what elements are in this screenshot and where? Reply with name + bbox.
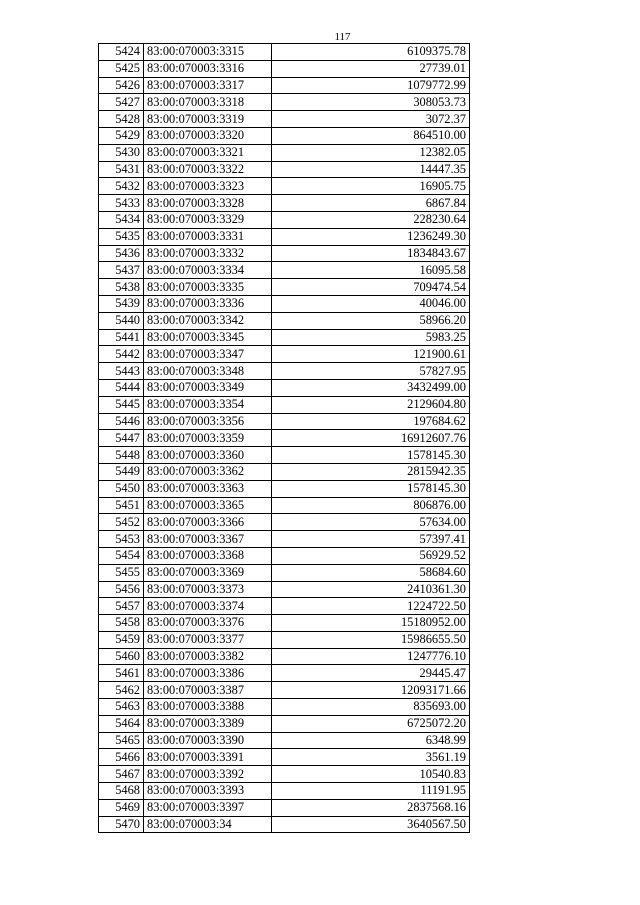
cadastral-value-cell: 12093171.66 bbox=[272, 682, 470, 699]
table-row bbox=[99, 598, 470, 615]
row-number-cell: 5438 bbox=[99, 279, 144, 296]
table-row bbox=[99, 262, 470, 279]
table-row bbox=[99, 245, 470, 262]
cadastral-value-cell: 806876.00 bbox=[272, 497, 470, 514]
table-row bbox=[99, 346, 470, 363]
cadastral-number-cell: 83:00:070003:3393 bbox=[144, 783, 272, 800]
row-number-cell: 5453 bbox=[99, 531, 144, 548]
row-number-cell: 5427 bbox=[99, 94, 144, 111]
cadastral-number-cell: 83:00:070003:3374 bbox=[144, 598, 272, 615]
table-row bbox=[99, 783, 470, 800]
row-number-cell: 5460 bbox=[99, 648, 144, 665]
row-number-cell: 5448 bbox=[99, 447, 144, 464]
table-row bbox=[99, 329, 470, 346]
cadastral-number-cell: 83:00:070003:3332 bbox=[144, 245, 272, 262]
cadastral-number-cell: 83:00:070003:3354 bbox=[144, 396, 272, 413]
cadastral-number-cell: 83:00:070003:3316 bbox=[144, 60, 272, 77]
cadastral-number-cell: 83:00:070003:3390 bbox=[144, 732, 272, 749]
cadastral-value-cell: 5983.25 bbox=[272, 329, 470, 346]
cadastral-number-cell: 83:00:070003:3329 bbox=[144, 211, 272, 228]
table-row bbox=[99, 178, 470, 195]
cadastral-number-cell: 83:00:070003:3389 bbox=[144, 715, 272, 732]
row-number-cell: 5433 bbox=[99, 195, 144, 212]
cadastral-number-cell: 83:00:070003:3318 bbox=[144, 94, 272, 111]
table-row bbox=[99, 564, 470, 581]
cadastral-value-cell: 1224722.50 bbox=[272, 598, 470, 615]
cadastral-number-cell: 83:00:070003:3319 bbox=[144, 111, 272, 128]
row-number-cell: 5462 bbox=[99, 682, 144, 699]
row-number-cell: 5430 bbox=[99, 144, 144, 161]
cadastral-number-cell: 83:00:070003:3391 bbox=[144, 749, 272, 766]
row-number-cell: 5456 bbox=[99, 581, 144, 598]
cadastral-value-cell: 197684.62 bbox=[272, 413, 470, 430]
cadastral-number-cell: 83:00:070003:3367 bbox=[144, 531, 272, 548]
cadastral-value-table bbox=[98, 43, 470, 833]
cadastral-value-cell: 16095.58 bbox=[272, 262, 470, 279]
table-row bbox=[99, 77, 470, 94]
row-number-cell: 5461 bbox=[99, 665, 144, 682]
row-number-cell: 5444 bbox=[99, 379, 144, 396]
cadastral-number-cell: 83:00:070003:3368 bbox=[144, 547, 272, 564]
cadastral-number-cell: 83:00:070003:34 bbox=[144, 816, 272, 833]
cadastral-value-cell: 3072.37 bbox=[272, 111, 470, 128]
row-number-cell: 5428 bbox=[99, 111, 144, 128]
cadastral-value-cell: 1834843.67 bbox=[272, 245, 470, 262]
cadastral-number-cell: 83:00:070003:3392 bbox=[144, 766, 272, 783]
cadastral-number-cell: 83:00:070003:3363 bbox=[144, 480, 272, 497]
cadastral-number-cell: 83:00:070003:3347 bbox=[144, 346, 272, 363]
row-number-cell: 5443 bbox=[99, 363, 144, 380]
cadastral-value-cell: 58684.60 bbox=[272, 564, 470, 581]
row-number-cell: 5440 bbox=[99, 312, 144, 329]
row-number-cell: 5468 bbox=[99, 783, 144, 800]
cadastral-value-cell: 29445.47 bbox=[272, 665, 470, 682]
cadastral-value-cell: 3432499.00 bbox=[272, 379, 470, 396]
cadastral-number-cell: 83:00:070003:3388 bbox=[144, 699, 272, 716]
cadastral-value-cell: 709474.54 bbox=[272, 279, 470, 296]
cadastral-number-cell: 83:00:070003:3336 bbox=[144, 295, 272, 312]
row-number-cell: 5425 bbox=[99, 60, 144, 77]
table-row bbox=[99, 732, 470, 749]
row-number-cell: 5445 bbox=[99, 396, 144, 413]
table-row bbox=[99, 648, 470, 665]
cadastral-value-cell: 1247776.10 bbox=[272, 648, 470, 665]
cadastral-number-cell: 83:00:070003:3360 bbox=[144, 447, 272, 464]
cadastral-value-cell: 57827.95 bbox=[272, 363, 470, 380]
table-row bbox=[99, 547, 470, 564]
cadastral-value-cell: 2815942.35 bbox=[272, 463, 470, 480]
row-number-cell: 5435 bbox=[99, 228, 144, 245]
row-number-cell: 5432 bbox=[99, 178, 144, 195]
row-number-cell: 5426 bbox=[99, 77, 144, 94]
cadastral-number-cell: 83:00:070003:3328 bbox=[144, 195, 272, 212]
cadastral-value-cell: 11191.95 bbox=[272, 783, 470, 800]
cadastral-value-cell: 1079772.99 bbox=[272, 77, 470, 94]
cadastral-number-cell: 83:00:070003:3382 bbox=[144, 648, 272, 665]
cadastral-number-cell: 83:00:070003:3376 bbox=[144, 615, 272, 632]
cadastral-value-cell: 40046.00 bbox=[272, 295, 470, 312]
cadastral-number-cell: 83:00:070003:3345 bbox=[144, 329, 272, 346]
cadastral-number-cell: 83:00:070003:3387 bbox=[144, 682, 272, 699]
table-row bbox=[99, 766, 470, 783]
row-number-cell: 5437 bbox=[99, 262, 144, 279]
table-row bbox=[99, 816, 470, 833]
cadastral-number-cell: 83:00:070003:3321 bbox=[144, 144, 272, 161]
cadastral-value-cell: 57634.00 bbox=[272, 514, 470, 531]
cadastral-value-cell: 15986655.50 bbox=[272, 631, 470, 648]
cadastral-number-cell: 83:00:070003:3315 bbox=[144, 44, 272, 61]
cadastral-number-cell: 83:00:070003:3317 bbox=[144, 77, 272, 94]
cadastral-value-cell: 864510.00 bbox=[272, 127, 470, 144]
row-number-cell: 5441 bbox=[99, 329, 144, 346]
cadastral-value-cell: 1578145.30 bbox=[272, 447, 470, 464]
cadastral-number-cell: 83:00:070003:3320 bbox=[144, 127, 272, 144]
row-number-cell: 5463 bbox=[99, 699, 144, 716]
table-row bbox=[99, 144, 470, 161]
cadastral-number-cell: 83:00:070003:3331 bbox=[144, 228, 272, 245]
cadastral-value-cell: 10540.83 bbox=[272, 766, 470, 783]
row-number-cell: 5424 bbox=[99, 44, 144, 61]
row-number-cell: 5457 bbox=[99, 598, 144, 615]
row-number-cell: 5464 bbox=[99, 715, 144, 732]
table-row bbox=[99, 531, 470, 548]
cadastral-number-cell: 83:00:070003:3348 bbox=[144, 363, 272, 380]
table-row bbox=[99, 480, 470, 497]
table-row bbox=[99, 111, 470, 128]
table-row bbox=[99, 312, 470, 329]
cadastral-value-cell: 121900.61 bbox=[272, 346, 470, 363]
table-row bbox=[99, 161, 470, 178]
cadastral-number-cell: 83:00:070003:3322 bbox=[144, 161, 272, 178]
table-row bbox=[99, 497, 470, 514]
table-row bbox=[99, 430, 470, 447]
row-number-cell: 5465 bbox=[99, 732, 144, 749]
table-row bbox=[99, 665, 470, 682]
row-number-cell: 5459 bbox=[99, 631, 144, 648]
row-number-cell: 5458 bbox=[99, 615, 144, 632]
table-row bbox=[99, 413, 470, 430]
cadastral-value-cell: 6725072.20 bbox=[272, 715, 470, 732]
table-row bbox=[99, 396, 470, 413]
table-row bbox=[99, 581, 470, 598]
cadastral-value-cell: 15180952.00 bbox=[272, 615, 470, 632]
table-row bbox=[99, 195, 470, 212]
table-row bbox=[99, 447, 470, 464]
row-number-cell: 5442 bbox=[99, 346, 144, 363]
table-row bbox=[99, 60, 470, 77]
row-number-cell: 5447 bbox=[99, 430, 144, 447]
cadastral-value-cell: 2837568.16 bbox=[272, 799, 470, 816]
table-row bbox=[99, 211, 470, 228]
table-row bbox=[99, 615, 470, 632]
cadastral-value-cell: 57397.41 bbox=[272, 531, 470, 548]
cadastral-number-cell: 83:00:070003:3335 bbox=[144, 279, 272, 296]
table-row bbox=[99, 44, 470, 61]
cadastral-value-cell: 27739.01 bbox=[272, 60, 470, 77]
table-row bbox=[99, 514, 470, 531]
cadastral-number-cell: 83:00:070003:3373 bbox=[144, 581, 272, 598]
row-number-cell: 5451 bbox=[99, 497, 144, 514]
table-row bbox=[99, 363, 470, 380]
cadastral-value-cell: 835693.00 bbox=[272, 699, 470, 716]
cadastral-value-cell: 1578145.30 bbox=[272, 480, 470, 497]
cadastral-value-cell: 12382.05 bbox=[272, 144, 470, 161]
cadastral-value-cell: 308053.73 bbox=[272, 94, 470, 111]
cadastral-value-cell: 16905.75 bbox=[272, 178, 470, 195]
cadastral-number-cell: 83:00:070003:3397 bbox=[144, 799, 272, 816]
table-row bbox=[99, 127, 470, 144]
row-number-cell: 5467 bbox=[99, 766, 144, 783]
cadastral-number-cell: 83:00:070003:3365 bbox=[144, 497, 272, 514]
cadastral-value-cell: 14447.35 bbox=[272, 161, 470, 178]
cadastral-value-cell: 58966.20 bbox=[272, 312, 470, 329]
cadastral-number-cell: 83:00:070003:3349 bbox=[144, 379, 272, 396]
cadastral-number-cell: 83:00:070003:3359 bbox=[144, 430, 272, 447]
table-row bbox=[99, 682, 470, 699]
row-number-cell: 5470 bbox=[99, 816, 144, 833]
row-number-cell: 5434 bbox=[99, 211, 144, 228]
cadastral-number-cell: 83:00:070003:3362 bbox=[144, 463, 272, 480]
row-number-cell: 5452 bbox=[99, 514, 144, 531]
row-number-cell: 5450 bbox=[99, 480, 144, 497]
table-row bbox=[99, 463, 470, 480]
table-body bbox=[99, 44, 470, 833]
table-row bbox=[99, 715, 470, 732]
table-row bbox=[99, 379, 470, 396]
row-number-cell: 5446 bbox=[99, 413, 144, 430]
cadastral-value-cell: 3640567.50 bbox=[272, 816, 470, 833]
cadastral-value-cell: 2129604.80 bbox=[272, 396, 470, 413]
row-number-cell: 5431 bbox=[99, 161, 144, 178]
table-row bbox=[99, 228, 470, 245]
row-number-cell: 5449 bbox=[99, 463, 144, 480]
table-row bbox=[99, 94, 470, 111]
cadastral-number-cell: 83:00:070003:3366 bbox=[144, 514, 272, 531]
cadastral-number-cell: 83:00:070003:3342 bbox=[144, 312, 272, 329]
cadastral-number-cell: 83:00:070003:3369 bbox=[144, 564, 272, 581]
cadastral-value-cell: 16912607.76 bbox=[272, 430, 470, 447]
cadastral-number-cell: 83:00:070003:3334 bbox=[144, 262, 272, 279]
page-number: 117 bbox=[334, 31, 351, 43]
table-row bbox=[99, 295, 470, 312]
cadastral-number-cell: 83:00:070003:3386 bbox=[144, 665, 272, 682]
row-number-cell: 5439 bbox=[99, 295, 144, 312]
table-row bbox=[99, 699, 470, 716]
cadastral-value-cell: 6109375.78 bbox=[272, 44, 470, 61]
table-row bbox=[99, 279, 470, 296]
row-number-cell: 5469 bbox=[99, 799, 144, 816]
table-row bbox=[99, 799, 470, 816]
table-row bbox=[99, 631, 470, 648]
cadastral-value-cell: 3561.19 bbox=[272, 749, 470, 766]
table-row bbox=[99, 749, 470, 766]
cadastral-number-cell: 83:00:070003:3377 bbox=[144, 631, 272, 648]
cadastral-value-cell: 6867.84 bbox=[272, 195, 470, 212]
cadastral-value-cell: 6348.99 bbox=[272, 732, 470, 749]
row-number-cell: 5436 bbox=[99, 245, 144, 262]
row-number-cell: 5455 bbox=[99, 564, 144, 581]
cadastral-value-cell: 228230.64 bbox=[272, 211, 470, 228]
row-number-cell: 5429 bbox=[99, 127, 144, 144]
cadastral-number-cell: 83:00:070003:3356 bbox=[144, 413, 272, 430]
cadastral-number-cell: 83:00:070003:3323 bbox=[144, 178, 272, 195]
row-number-cell: 5454 bbox=[99, 547, 144, 564]
cadastral-value-cell: 1236249.30 bbox=[272, 228, 470, 245]
cadastral-value-cell: 2410361.30 bbox=[272, 581, 470, 598]
row-number-cell: 5466 bbox=[99, 749, 144, 766]
cadastral-value-cell: 56929.52 bbox=[272, 547, 470, 564]
